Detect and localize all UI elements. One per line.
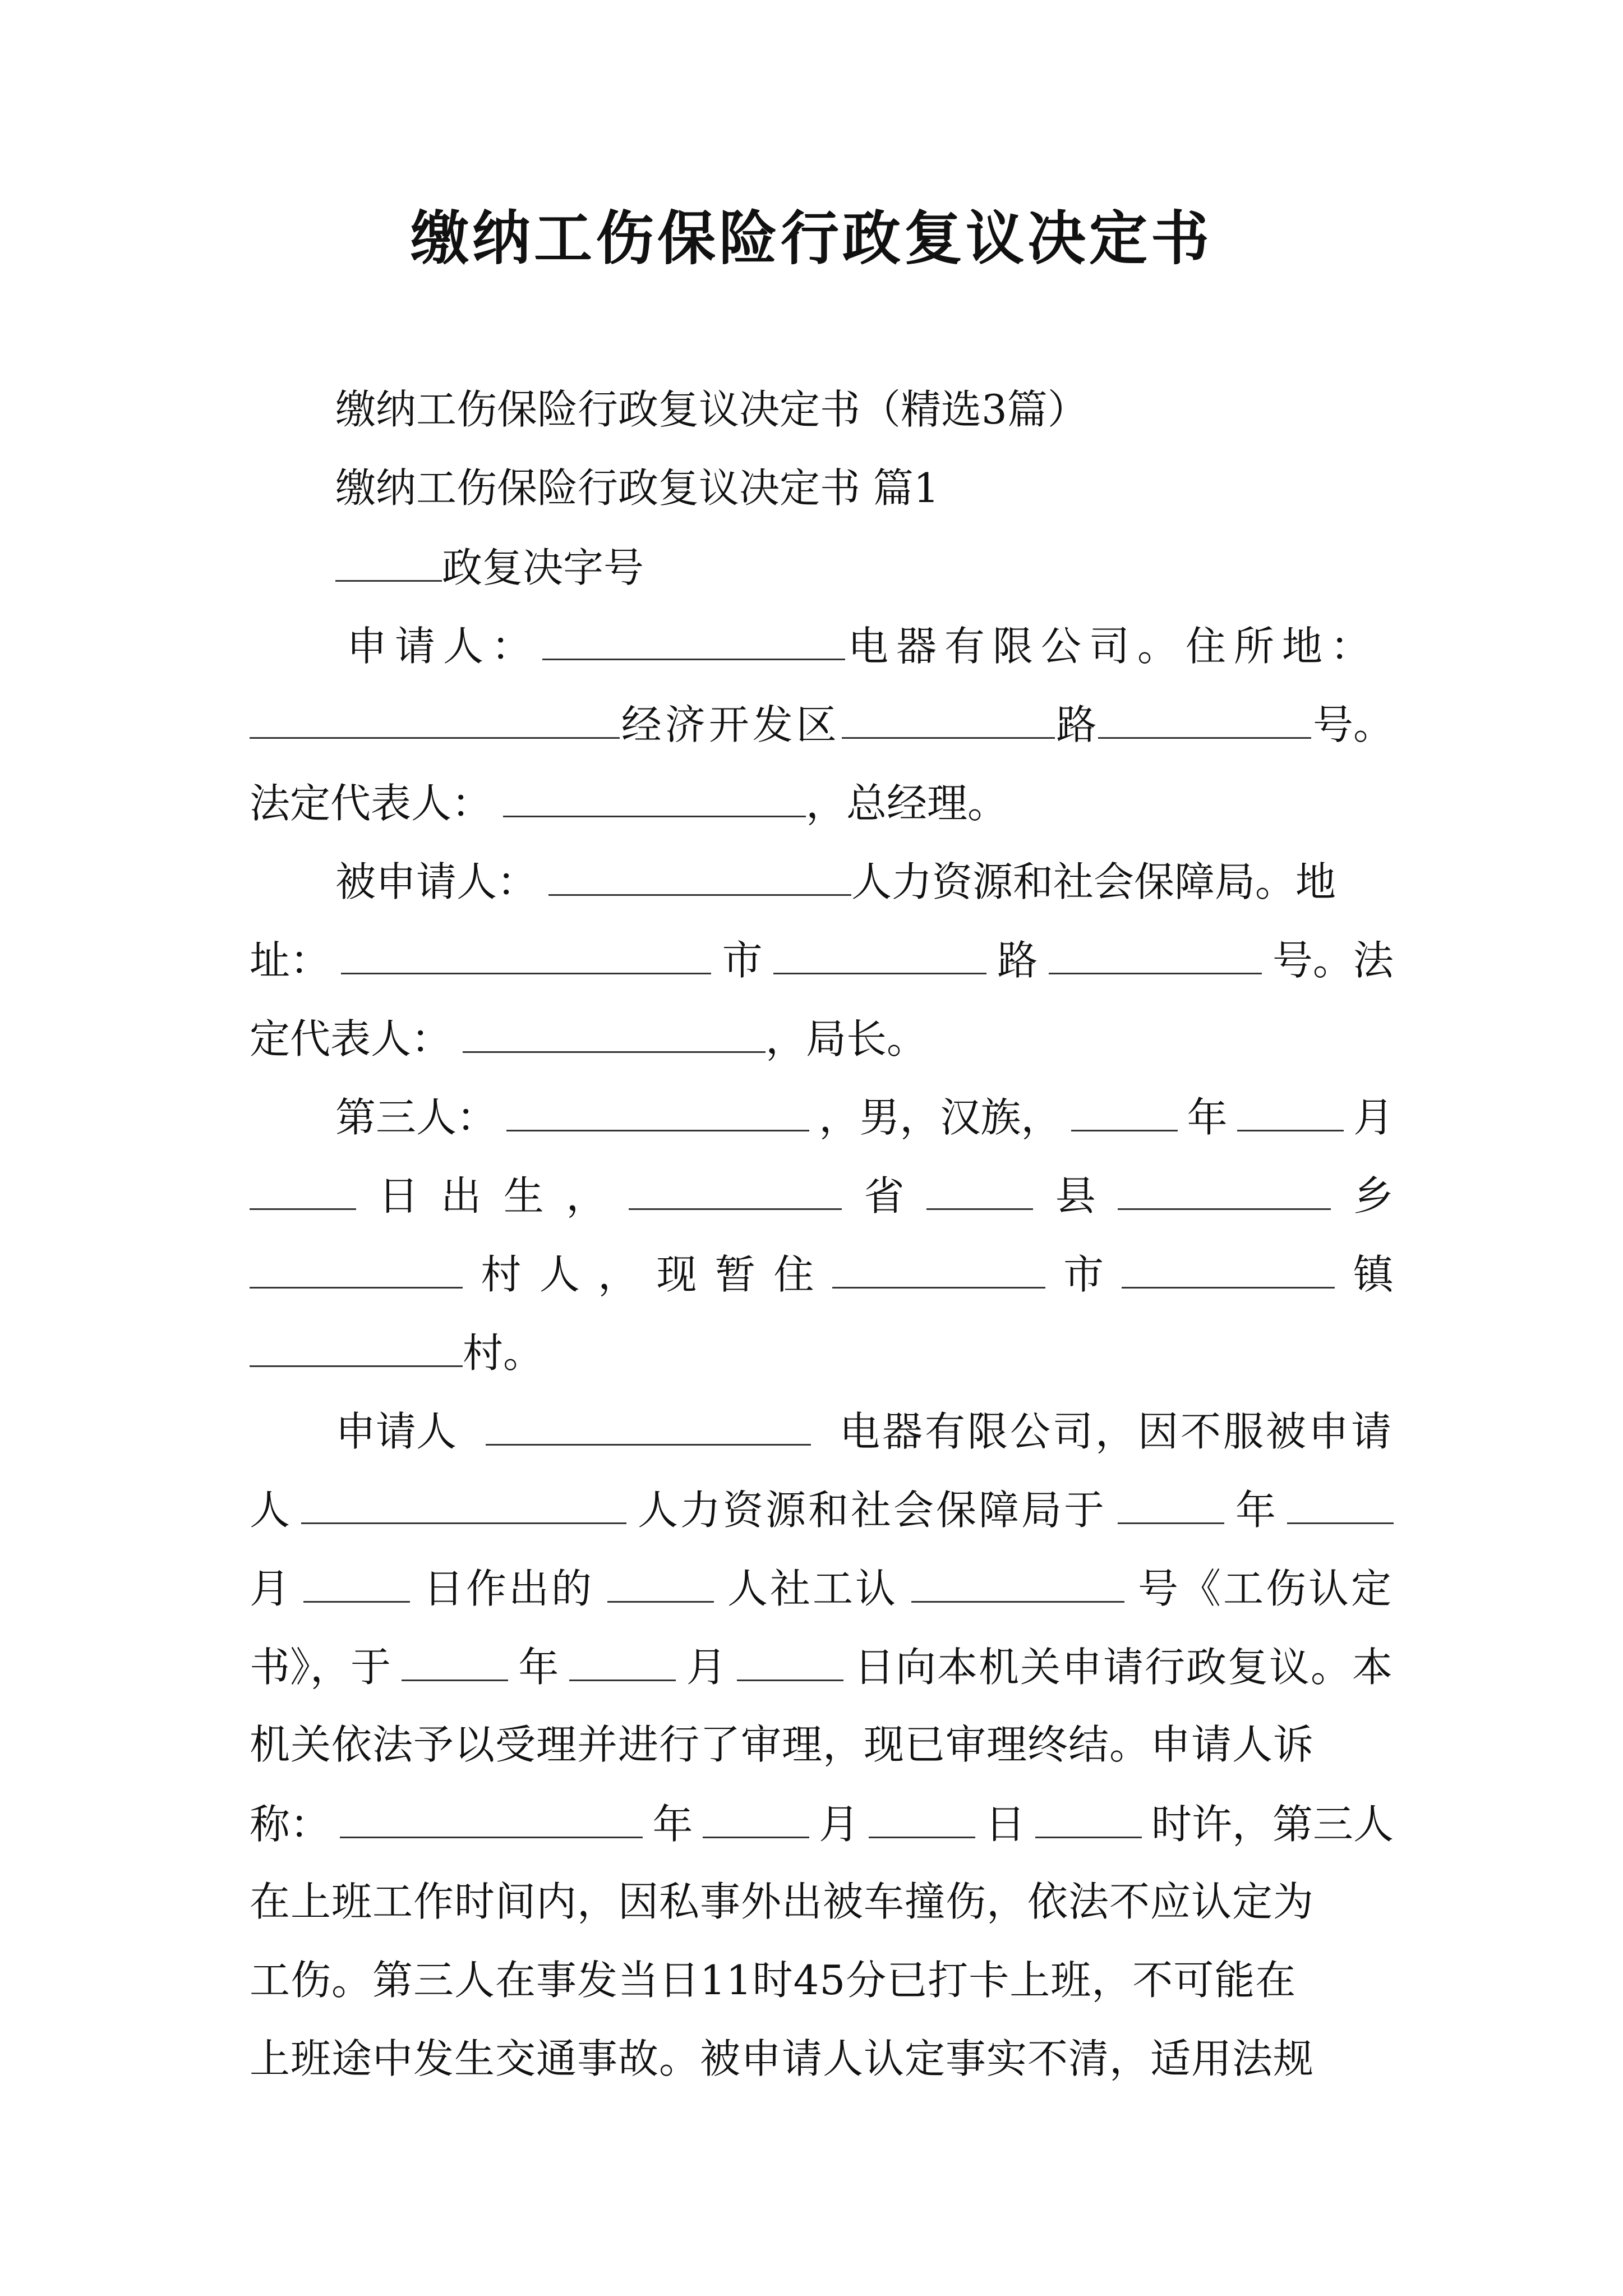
body-line-6: 称： 年 月 日 时许，第三人 <box>250 1795 1394 1852</box>
blank-field <box>737 1638 843 1681</box>
blank-field <box>250 1167 356 1210</box>
body-line-9: 上班途中发生交通事故。被申请人认定事实不清，适用法规 <box>250 2035 1315 2082</box>
blank-field <box>486 1402 811 1446</box>
blank-field <box>629 1167 842 1210</box>
blank-field <box>301 1481 626 1524</box>
blank-field <box>1237 1088 1344 1131</box>
blank-field <box>1049 931 1262 974</box>
body-line-8: 工伤。第三人在事发当日11时45分已打卡上班，不可能在 <box>250 1957 1297 2004</box>
blank-field <box>548 853 851 896</box>
blank-field <box>463 1010 766 1053</box>
body-line-3: 月 日作出的 人社工认 号《工伤认定 <box>250 1559 1394 1617</box>
blank-field <box>303 1559 410 1603</box>
respondent-line-1: 被申请人： 人力资源和社会保障局。地 <box>335 853 1394 910</box>
blank-field <box>1118 1167 1331 1210</box>
blank-field <box>250 696 620 739</box>
blank-field <box>341 931 711 974</box>
blank-field <box>832 1245 1045 1289</box>
respondent-line-2: 址： 市 路 号。法 <box>250 931 1394 988</box>
blank-field <box>250 1324 463 1367</box>
blank-field <box>842 696 1055 739</box>
blank-field <box>1098 696 1311 739</box>
respondent-line-3: 定代表人： ，局长。 <box>250 1010 1394 1067</box>
blank-field <box>869 1795 975 1838</box>
third-party-line-3: 村 人 ， 现 暂 住 市 镇 <box>250 1245 1394 1303</box>
blank-field <box>1071 1088 1178 1131</box>
document-number-line: 政复决字号 <box>335 539 1479 596</box>
third-party-line-1: 第三人： ，男，汉族， 年 月 <box>335 1088 1394 1145</box>
third-party-line-2: 日 出 生 ， 省 县 乡 <box>250 1167 1394 1224</box>
body-line-2: 人 人力资源和社会保障局于 年 <box>250 1481 1394 1538</box>
blank-field <box>503 774 806 817</box>
blank-field <box>703 1795 809 1838</box>
blank-field <box>542 617 845 660</box>
blank-field <box>506 1088 809 1131</box>
blank-field <box>1118 1481 1224 1524</box>
applicant-line-1: 申请人： 电器有限公司。住所地： <box>347 617 1378 674</box>
blank-field <box>1035 1795 1142 1838</box>
subtitle: 缴纳工伤保险行政复议决定书（精选3篇） <box>335 386 1088 433</box>
third-party-line-4: 村。 <box>250 1324 1394 1381</box>
blank-field <box>911 1559 1124 1603</box>
blank-field <box>607 1559 714 1603</box>
body-line-7: 在上班工作时间内，因私事外出被车撞伤，依法不应认定为 <box>250 1878 1315 1925</box>
blank-field <box>250 1245 463 1289</box>
applicant-line-2: 经济开发区 路 号。 <box>250 696 1394 753</box>
document-title: 缴纳工伤保险行政复议决定书 <box>410 204 1212 273</box>
blank-field <box>773 931 986 974</box>
blank-field <box>335 539 442 582</box>
blank-field <box>926 1167 1033 1210</box>
blank-field <box>569 1638 676 1681</box>
blank-field <box>1287 1481 1394 1524</box>
blank-field <box>1122 1245 1335 1289</box>
section-title: 缴纳工伤保险行政复议决定书 篇1 <box>335 464 939 512</box>
body-line-5: 机关依法予以受理并进行了审理，现已审理终结。申请人诉 <box>250 1721 1315 1768</box>
applicant-label: 申请人： <box>347 623 540 670</box>
body-line-1: 申请人 电器有限公司，因不服被申请 <box>335 1402 1394 1460</box>
blank-field <box>340 1795 643 1838</box>
body-line-4: 书》，于 年 月 日向本机关申请行政复议。本 <box>250 1638 1394 1695</box>
applicant-line-3: 法定代表人： ，总经理。 <box>250 774 1394 831</box>
blank-field <box>402 1638 508 1681</box>
